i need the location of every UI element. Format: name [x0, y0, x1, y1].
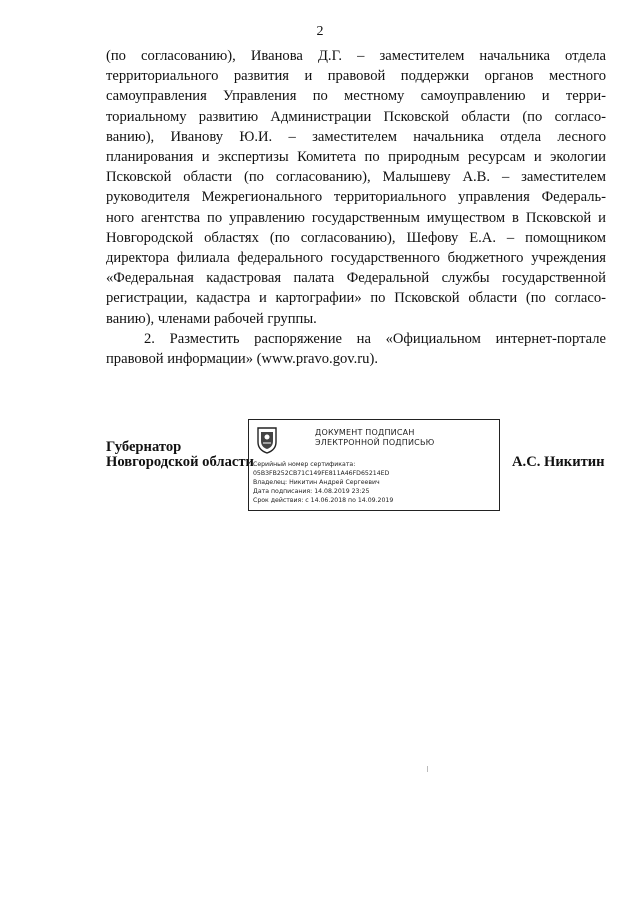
text-line: (по согласованию), Иванова Д.Г. – заместителем начальника отдела	[106, 48, 606, 64]
text-line: директора филиала федерального государственного бюджетного учреждения	[106, 250, 606, 267]
text-line: ного агентства по управлению государственным имуществом в Псковской и	[106, 209, 606, 226]
stamp-signed-date: Дата подписания: 14.08.2019 23:25	[253, 488, 370, 495]
document-body	[106, 46, 606, 369]
signer-title	[106, 440, 254, 470]
signer-name: А.С. Никитин	[512, 454, 605, 470]
text-line: ванию), Иванову Ю.И. – заместителем начальника отдела лесного	[106, 128, 606, 145]
stamp-heading-line: ЭЛЕКТРОННОЙ ПОДПИСЬЮ	[315, 438, 435, 447]
stamp-serial-value: 05B3FB252CB71C149FE811A46FD65214ED	[253, 470, 390, 477]
signer-title-line: Губернатор	[106, 439, 182, 455]
stamp-heading-line: ДОКУМЕНТ ПОДПИСАН	[315, 428, 415, 437]
text-line: ванию), членами рабочей группы.	[106, 310, 317, 327]
text-line: «Федеральная кадастровая палата Федеральной службы государственной	[106, 270, 606, 287]
stamp-serial-label: Серийный номер сертификата:	[253, 461, 356, 468]
text-line: планирования и экспертизы Комитета по природным ресурсам и экологии	[106, 149, 606, 166]
text-line: территориального развития и правовой поддержки органов местного	[106, 68, 606, 85]
signer-title-line: Новгородской области	[106, 454, 254, 470]
stamp-validity: Срок действия: с 14.06.2018 по 14.09.2019	[253, 497, 394, 504]
text-line: Новгородской областях (по согласованию), Шефову Е.А. – помощником	[106, 229, 606, 246]
text-line: Псковской области (по согласованию), Малышеву А.В. – заместителем	[106, 169, 606, 186]
text-line: руководителя Межрегионального территориального управления Федераль-	[106, 189, 606, 206]
text-line: ториальному развитию Администрации Псковской области (по согласо-	[106, 108, 606, 125]
text-line: правовой информации» (www.pravo.gov.ru).	[106, 351, 378, 368]
page-number: 2	[316, 24, 324, 39]
stamp-heading	[285, 428, 485, 448]
text-line: регистрации, кадастра и картографии» по Псковской области (по согласо-	[106, 290, 606, 307]
text-line: самоуправления Управления по местному самоуправлению и терри-	[106, 88, 606, 105]
text-line: 2. Разместить распоряжение на «Официальном интернет-портале	[144, 330, 606, 347]
coat-of-arms-icon	[256, 426, 278, 454]
electronic-signature-stamp	[248, 419, 500, 511]
scan-artifact	[427, 766, 428, 772]
stamp-owner: Владелец: Никитин Андрей Сергеевич	[253, 479, 380, 486]
